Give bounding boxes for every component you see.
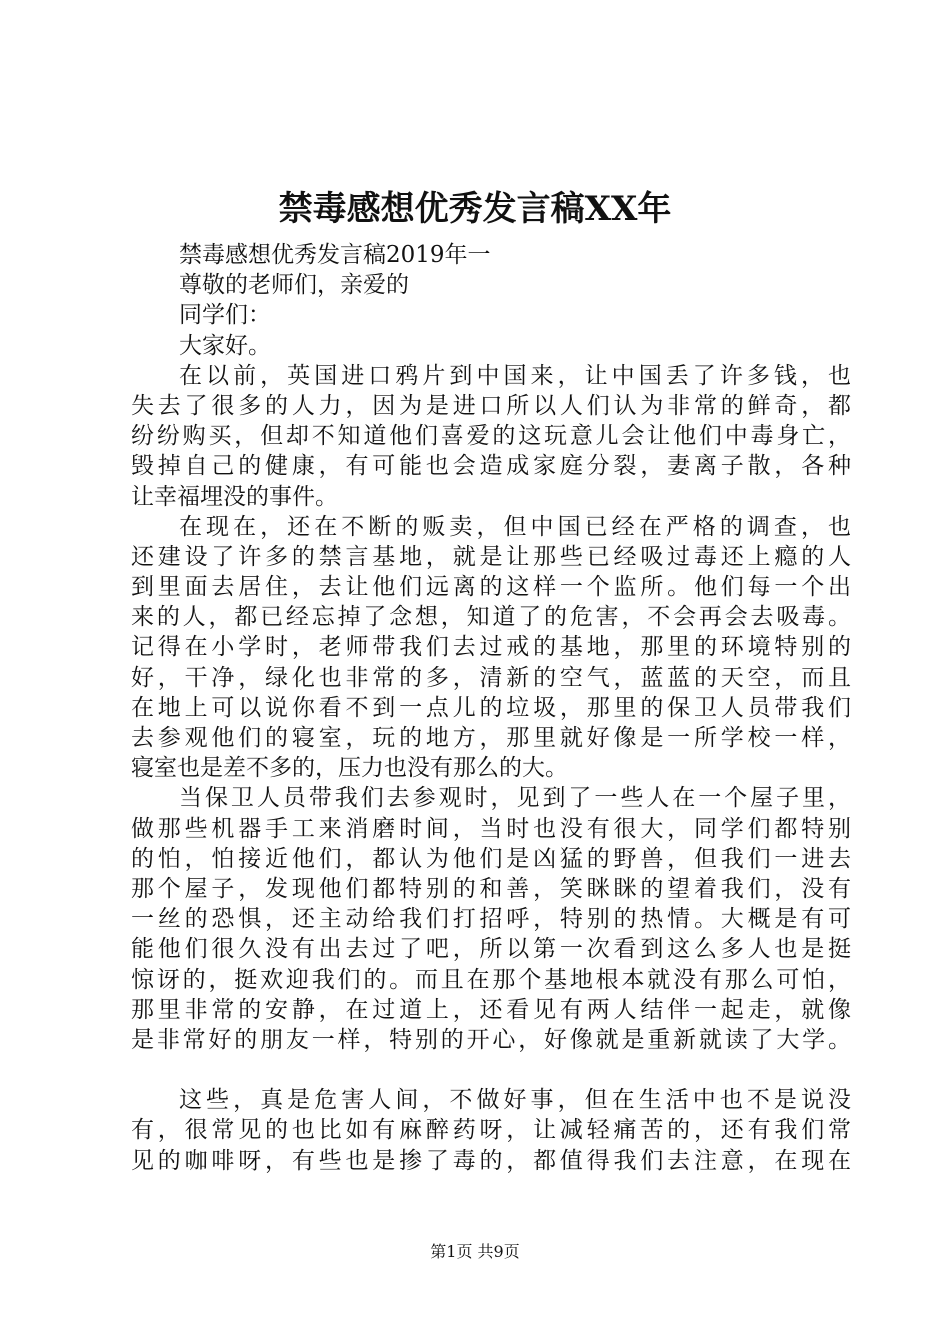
paragraph-line: 到里面去居住，去让他们远离的这样一个监所。他们每一个出	[131, 574, 851, 601]
subtitle-line: 禁毒感想优秀发言稿2019年一	[179, 242, 491, 268]
salutation-line: 尊敬的老师们，亲爱的	[179, 272, 409, 299]
paragraph-line: 这些，真是危害人间，不做好事，但在生活中也不是说没	[179, 1087, 851, 1114]
paragraph-line: 记得在小学时，老师带我们去过戒的基地，那里的环境特别的	[131, 634, 851, 661]
paragraph-line: 在地上可以说你看不到一点儿的垃圾，那里的保卫人员带我们	[131, 694, 851, 721]
paragraph-line: 在以前，英国进口鸦片到中国来，让中国丢了许多钱，也	[179, 362, 851, 389]
greeting-line: 大家好。	[179, 332, 271, 359]
page-number-footer: 第1页 共9页	[430, 1242, 520, 1261]
paragraph-line: 做那些机器手工来消磨时间，当时也没有很大，同学们都特别	[131, 815, 851, 842]
paragraph-line: 的怕，怕接近他们，都认为他们是凶猛的野兽，但我们一进去	[131, 845, 851, 872]
paragraph-line: 一丝的恐惧，还主动给我们打招呼，特别的热情。大概是有可	[131, 906, 851, 933]
paragraph-line: 能他们很久没有出去过了吧，所以第一次看到这么多人也是挺	[131, 936, 851, 963]
paragraph-line: 见的咖啡呀，有些也是掺了毒的，都值得我们去注意，在现在	[131, 1147, 851, 1174]
paragraph-line: 那里非常的安静，在过道上，还看见有两人结伴一起走，就像	[131, 996, 851, 1023]
salutation-line: 同学们：	[179, 302, 271, 329]
paragraph-line: 有，很常见的也比如有麻醉药呀，让减轻痛苦的，还有我们常	[131, 1117, 851, 1144]
paragraph-line: 去参观他们的寝室，玩的地方，那里就好像是一所学校一样，	[131, 725, 851, 751]
paragraph-line: 那个屋子，发现他们都特别的和善，笑眯眯的望着我们，没有	[131, 875, 851, 902]
paragraph-line: 当保卫人员带我们去参观时，见到了一些人在一个屋子里，	[179, 785, 851, 812]
document-body	[131, 240, 851, 1176]
paragraph-line: 纷纷购买，但却不知道他们喜爱的这玩意儿会让他们中毒身亡，	[131, 423, 851, 450]
paragraph-line: 来的人，都已经忘掉了念想，知道了的危害，不会再会去吸毒。	[131, 604, 851, 631]
paragraph-gap	[131, 1055, 851, 1085]
paragraph-line: 毁掉自己的健康，有可能也会造成家庭分裂，妻离子散，各种	[131, 453, 851, 480]
paragraph-line: 好，干净，绿化也非常的多，清新的空气，蓝蓝的天空，而且	[131, 664, 851, 691]
paragraph-line: 是非常好的朋友一样，特别的开心，好像就是重新就读了大学。	[131, 1026, 851, 1053]
paragraph-line: 寝室也是差不多的，压力也没有那么的大。	[131, 755, 568, 782]
paragraph-line: 在现在，还在不断的贩卖，但中国已经在严格的调查，也	[179, 513, 851, 540]
document-title: 禁毒感想优秀发言稿XX年	[278, 189, 672, 229]
paragraph-line: 让幸福埋没的事件。	[131, 483, 338, 510]
paragraph-line: 惊讶的，挺欢迎我们的。而且在那个基地根本就没有那么可怕，	[131, 966, 851, 993]
paragraph-line: 还建设了许多的禁言基地，就是让那些已经吸过毒还上瘾的人	[131, 543, 851, 570]
paragraph-line: 失去了很多的人力，因为是进口所以人们认为非常的鲜奇，都	[131, 392, 851, 419]
